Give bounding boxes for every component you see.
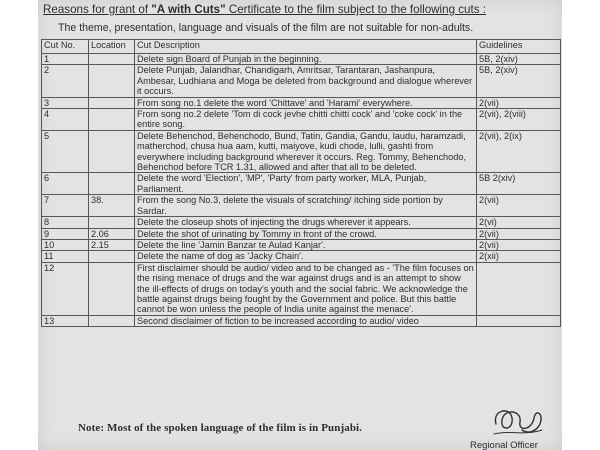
table-row [42,251,561,262]
table-row [42,217,561,228]
cut-guidelines: 2(vii) [477,97,561,108]
cut-location [89,65,135,97]
cut-description: Delete the line 'Jamin Banzar te Aulad Kanjar'. [135,239,477,250]
cut-description: Delete the word 'Election', 'MP', 'Party' from party worker, MLA, Punjab, Parliament. [135,173,477,195]
cut-location: 2.06 [89,228,135,239]
heading-prefix: Reasons for grant of [43,3,152,16]
cut-description: Delete Behenchod, Behenchodo, Bund, Tatin, Gandia, Gandu, laudu, haramzadi, matherchod, chusa hua aam, kutti, maiyove, kudi chode, lulli, gashti from everywhere including background wherever it occurs. Reg. Tommy, Behenchodo, Behenchod before TCR 1.31, allowed and after that all to be deleted. [135,130,477,173]
cut-number: 4 [42,109,89,131]
cut-location [89,251,135,262]
table-row [42,97,561,108]
table-row [42,65,561,97]
cut-number: 11 [42,251,89,262]
cut-location [89,109,135,131]
table-row [42,109,561,131]
table-row [42,228,561,239]
header-cut-description: Cut Description [135,40,477,54]
cut-description: Delete the shot of urinating by Tommy in front of the crowd. [135,228,477,239]
cut-guidelines: 2(vii) [477,195,561,217]
cut-number: 13 [42,315,89,326]
cut-description: From song no.1 delete the word 'Chittave' and 'Harami' everywhere. [135,97,477,108]
cut-number: 12 [42,262,89,315]
cut-guidelines: 2(vi) [477,217,561,228]
cut-number: 3 [42,97,89,108]
table-row [42,195,561,217]
certificate-document [38,0,562,450]
cut-guidelines: 2(vii) [477,228,561,239]
cut-location [89,54,135,65]
cut-number: 1 [42,54,89,65]
cut-guidelines: 2(vii) [477,239,561,250]
cut-number: 8 [42,217,89,228]
cut-guidelines: 2(vii), 2(ix) [477,130,561,173]
cut-guidelines: 2(vii), 2(viii) [477,109,561,131]
cut-guidelines [477,262,561,315]
table-header-row [42,40,561,54]
cut-description: First disclaimer should be audio/ video and to be changed as - 'The film focuses on the rising menace of drugs and the war against drugs and is an attempt to show the ill-effects of drugs on today's youth and the social fabric. We acknowledge the battle against drugs being fought by the Government and police. But this battle cannot be won unless the people of India unite against the menace'. [135,262,477,315]
table-row [42,54,561,65]
cut-location [89,315,135,326]
officer-signature [488,400,548,440]
cut-location: 38. [89,195,135,217]
document-heading [43,3,558,17]
cut-guidelines: 5B, 2(xiv) [477,65,561,97]
cut-description: Delete the name of dog as 'Jacky Chain'. [135,251,477,262]
cut-description: Delete sign Board of Punjab in the beginning. [135,54,477,65]
cut-guidelines: 5B, 2(xiv) [477,54,561,65]
heading-suffix: Certificate to the film subject to the following cuts : [225,3,486,16]
table-row [42,262,561,315]
language-note: Note: Most of the spoken language of the film is in Punjabi. [78,422,363,434]
cut-number: 6 [42,173,89,195]
cut-location [89,262,135,315]
cut-description: From song no.2 delete 'Tom di cock jevhe chitti chitti cock' and 'coke cock' in the entire song. [135,109,477,131]
cut-guidelines: 2(xii) [477,251,561,262]
cut-number: 7 [42,195,89,217]
cut-location [89,173,135,195]
certificate-type: "A with Cuts" [151,3,226,16]
cut-description: Second disclaimer of fiction to be increased according to audio/ video [135,315,477,326]
table-row [42,239,561,250]
cut-number: 2 [42,65,89,97]
cut-location [89,97,135,108]
cut-guidelines: 5B 2(xiv) [477,173,561,195]
cut-location [89,217,135,228]
cut-description: From the song No.3, delete the visuals of scratching/ itching side portion by Sardar. [135,195,477,217]
cut-number: 9 [42,228,89,239]
cut-description: Delete Punjab, Jalandhar, Chandigarh, Amritsar, Tarantaran, Jashanpura, Ambesar, Ludhiana and Moga be deleted from background and dialogue wherever it occurs. [135,65,477,97]
cut-number: 10 [42,239,89,250]
regional-officer-label: Regional Officer [470,440,538,450]
table-row [42,130,561,173]
cuts-table [41,39,561,327]
cut-location [89,130,135,173]
cut-guidelines [477,315,561,326]
table-row [42,173,561,195]
table-row [42,315,561,326]
header-cut-no: Cut No. [42,40,89,54]
intro-statement: The theme, presentation, language and visuals of the film are not suitable for non-adults. [58,22,474,34]
header-guidelines: Guidelines [477,40,561,54]
cut-number: 5 [42,130,89,173]
cut-description: Delete the closeup shots of injecting the drugs wherever it appears. [135,217,477,228]
cut-location: 2.15 [89,239,135,250]
header-location: Location [89,40,135,54]
